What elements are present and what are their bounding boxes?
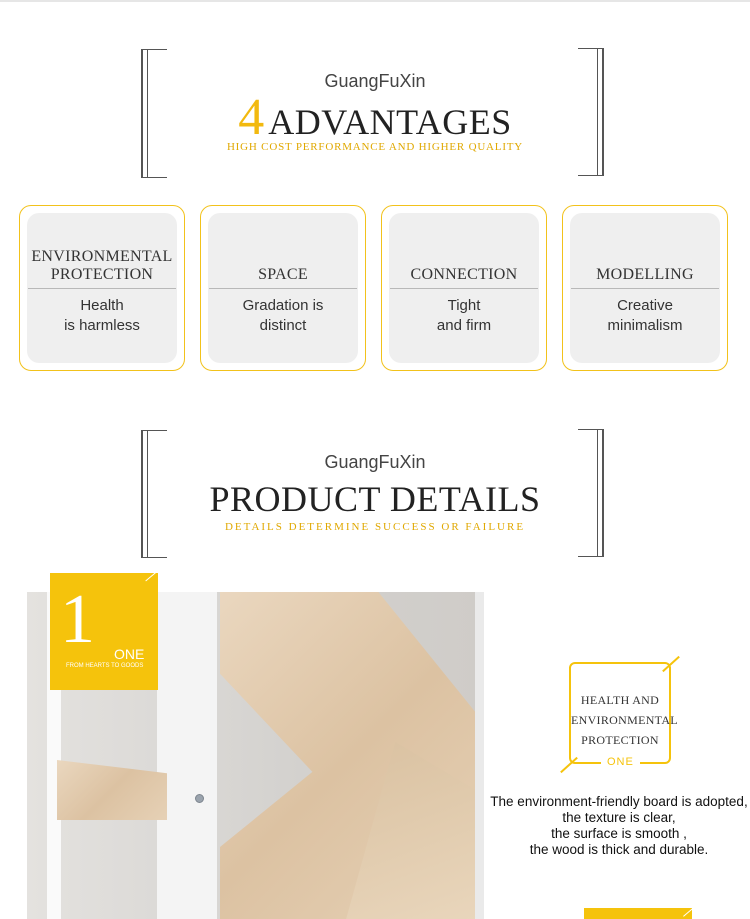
- badge-label: ONE: [114, 646, 145, 662]
- section-title: [0, 478, 750, 520]
- card-title: MODELLING: [596, 266, 694, 283]
- card-title: CONNECTION: [410, 266, 518, 283]
- detail-number-badge: [50, 573, 158, 690]
- section-title: [0, 88, 750, 147]
- section-title-text: PRODUCT DETAILS: [209, 479, 541, 519]
- card-description: Creative minimalism: [607, 297, 683, 334]
- next-section-badge: [584, 908, 692, 919]
- card-title: ENVIRONMENTAL PROTECTION: [31, 248, 173, 283]
- top-divider: [0, 0, 750, 2]
- badge-tagline: FROM HEARTS TO GOODS: [66, 663, 144, 669]
- section-subtitle: HIGH COST PERFORMANCE AND HIGHER QUALITY: [226, 141, 524, 153]
- detail-feature-title: HEALTH AND ENVIRONMENTAL PROTECTION: [571, 693, 678, 747]
- advantage-card-space: [200, 205, 366, 371]
- card-description: Tight and firm: [436, 297, 492, 334]
- advantage-card-connection: [381, 205, 547, 371]
- brand-name: GuangFuXin: [324, 71, 426, 91]
- detail-feature-box: [569, 662, 678, 768]
- section-title-text: ADVANTAGES: [268, 102, 512, 142]
- card-description: Gradation is distinct: [242, 297, 324, 334]
- advantage-card-environmental: [19, 205, 185, 371]
- brand-name: GuangFuXin: [324, 452, 426, 472]
- section-number: 4: [238, 89, 265, 146]
- section-subtitle: DETAILS DETERMINE SUCCESS OR FAILURE: [224, 521, 526, 533]
- advantage-card-modelling: [562, 205, 728, 371]
- badge-number: 1: [60, 581, 95, 658]
- card-description: Health is harmless: [64, 297, 140, 334]
- card-title: SPACE: [258, 266, 308, 283]
- detail-description: The environment-friendly board is adopted, the texture is clear, the surface is smooth , the wood is thick and durable.: [490, 794, 748, 857]
- detail-feature-label: ONE: [601, 756, 640, 768]
